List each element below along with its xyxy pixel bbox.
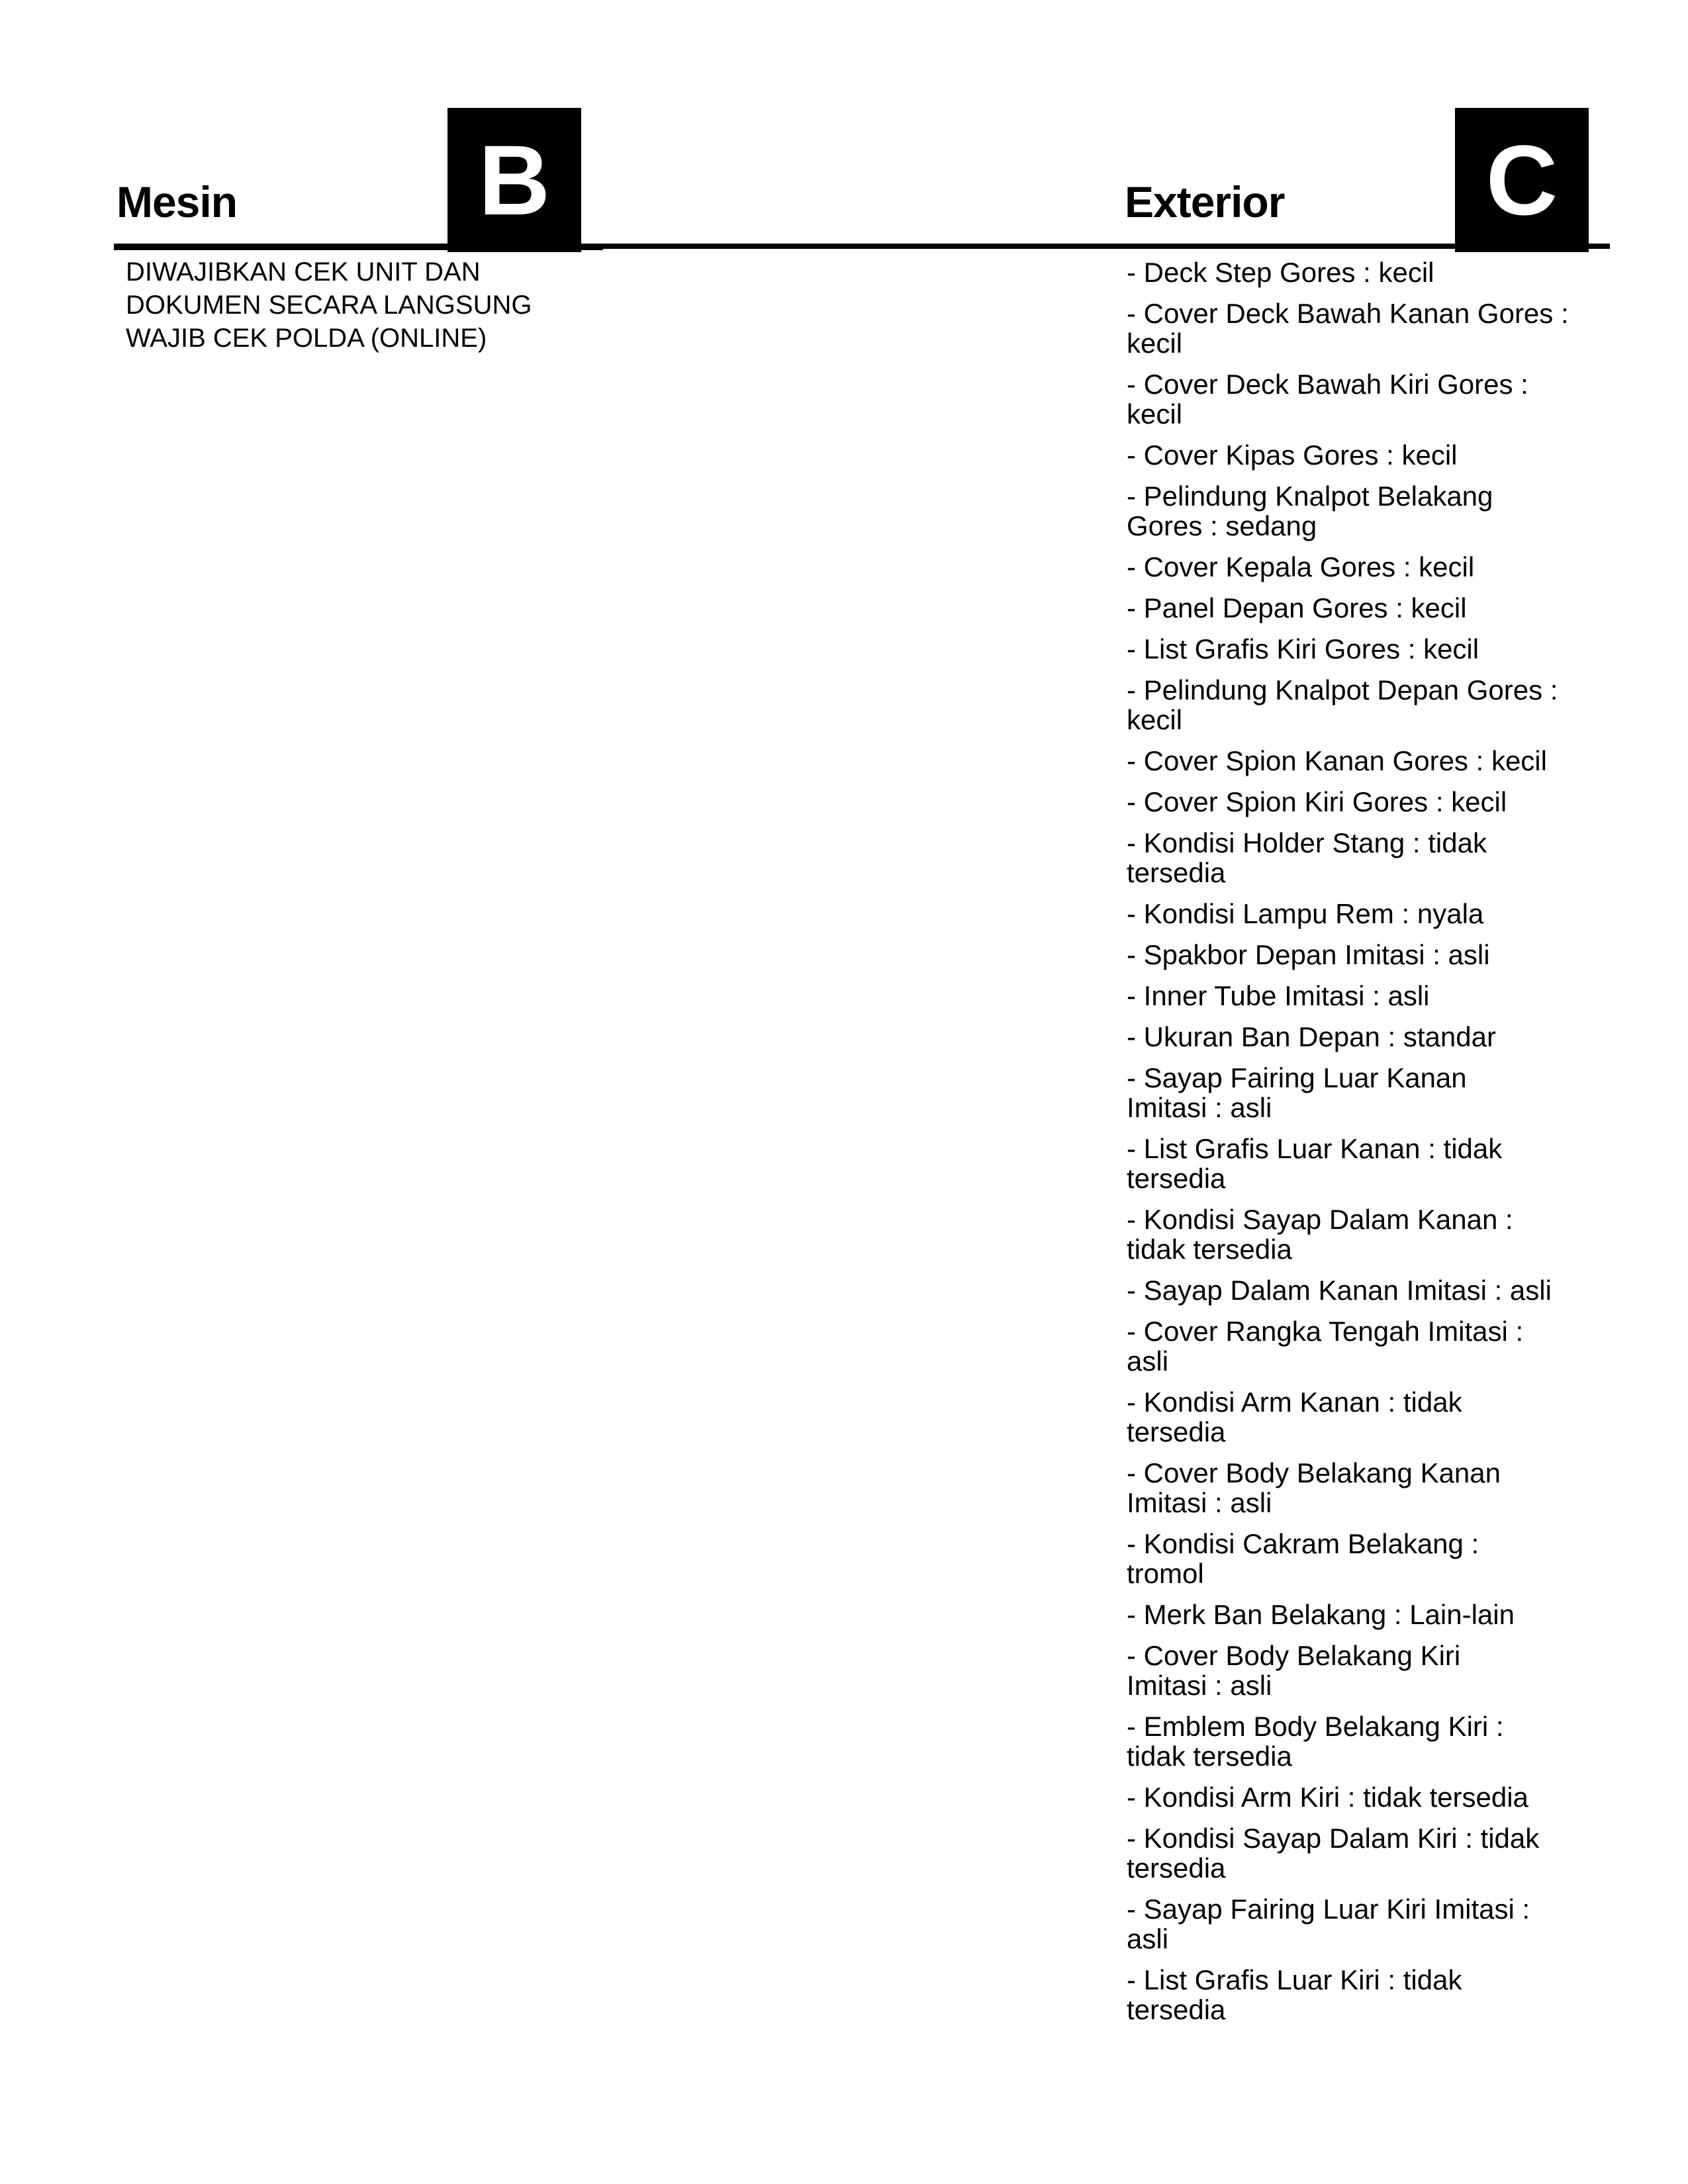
list-item <box>1127 298 1590 358</box>
list-item-line: Imitasi : asli <box>1127 1092 1272 1123</box>
mesin-section-badge-box <box>447 108 581 252</box>
list-item-line: - Pelindung Knalpot Belakang <box>1127 480 1493 512</box>
note-line: WAJIB CEK POLDA (ONLINE) <box>126 324 487 353</box>
list-item <box>1127 481 1590 541</box>
list-item-line: - Kondisi Lampu Rem : nyala <box>1127 898 1484 929</box>
list-item-line: tersedia <box>1127 1163 1226 1194</box>
list-item <box>1127 1711 1590 1771</box>
exterior-header-rule <box>603 244 1610 249</box>
mesin-section-badge-letter: B <box>478 124 551 236</box>
list-item <box>1127 634 1590 664</box>
list-item <box>1127 1529 1590 1588</box>
list-item <box>1127 1894 1590 1954</box>
list-item <box>1127 1134 1590 1193</box>
list-item <box>1127 552 1590 582</box>
list-item-line: Gores : sedang <box>1127 510 1317 541</box>
list-item-line: Imitasi : asli <box>1127 1670 1272 1701</box>
list-item-line: - Cover Deck Bawah Kiri Gores : <box>1127 369 1528 400</box>
list-item <box>1127 1063 1590 1122</box>
list-item <box>1127 1205 1590 1264</box>
list-item-line: tromol <box>1127 1558 1204 1589</box>
exterior-checklist <box>1127 257 1590 2036</box>
list-item-line: - Cover Rangka Tengah Imitasi : <box>1127 1316 1524 1347</box>
list-item-line: - Cover Kipas Gores : kecil <box>1127 439 1458 471</box>
list-item-line: - Cover Spion Kanan Gores : kecil <box>1127 745 1547 776</box>
list-item <box>1127 787 1590 817</box>
list-item-line: - Cover Spion Kiri Gores : kecil <box>1127 786 1507 817</box>
list-item-line: - Kondisi Sayap Dalam Kanan : <box>1127 1204 1513 1235</box>
list-item-line: tersedia <box>1127 1852 1226 1884</box>
mesin-section-title: Mesin <box>117 177 238 226</box>
list-item-line: - Kondisi Arm Kanan : tidak <box>1127 1387 1462 1418</box>
list-item-line: tidak tersedia <box>1127 1234 1292 1265</box>
list-item-line: - Kondisi Holder Stang : tidak <box>1127 827 1487 858</box>
list-item-line: tersedia <box>1127 1994 1226 2025</box>
list-item-line: - Kondisi Arm Kiri : tidak tersedia <box>1127 1782 1528 1813</box>
list-item <box>1127 1022 1590 1052</box>
list-item-line: - Kondisi Sayap Dalam Kiri : tidak <box>1127 1823 1540 1854</box>
list-item <box>1127 1458 1590 1518</box>
list-item <box>1127 1600 1590 1629</box>
mesin-header-rule <box>114 244 603 250</box>
list-item <box>1127 440 1590 470</box>
list-item-line: tersedia <box>1127 1416 1226 1447</box>
list-item <box>1127 257 1590 287</box>
list-item-line: kecil <box>1127 704 1183 735</box>
list-item <box>1127 1275 1590 1305</box>
list-item-line: Imitasi : asli <box>1127 1487 1272 1518</box>
list-item <box>1127 593 1590 623</box>
list-item-line: kecil <box>1127 328 1183 359</box>
list-item <box>1127 940 1590 970</box>
list-item-line: - Cover Kepala Gores : kecil <box>1127 551 1475 582</box>
list-item-line: - Kondisi Cakram Belakang : <box>1127 1528 1479 1559</box>
note-line: DOKUMEN SECARA LANGSUNG <box>126 291 532 320</box>
list-item-line: tersedia <box>1127 857 1226 888</box>
list-item <box>1127 746 1590 776</box>
mesin-note <box>126 255 576 355</box>
list-item-line: - Panel Depan Gores : kecil <box>1127 592 1467 623</box>
list-item-line: - Cover Deck Bawah Kanan Gores : <box>1127 298 1569 329</box>
list-item <box>1127 899 1590 929</box>
list-item <box>1127 1823 1590 1883</box>
list-item <box>1127 675 1590 735</box>
list-item-line: kecil <box>1127 398 1183 430</box>
list-item-line: - List Grafis Luar Kiri : tidak <box>1127 1964 1462 1995</box>
list-item <box>1127 1641 1590 1700</box>
list-item-line: asli <box>1127 1923 1169 1954</box>
list-item-line: - Inner Tube Imitasi : asli <box>1127 980 1430 1011</box>
list-item-line: - Emblem Body Belakang Kiri : <box>1127 1711 1504 1742</box>
list-item-line: - Cover Body Belakang Kiri <box>1127 1640 1461 1671</box>
list-item <box>1127 1387 1590 1447</box>
exterior-section-badge-letter: C <box>1485 124 1558 236</box>
list-item-line: - Deck Step Gores : kecil <box>1127 257 1434 288</box>
list-item <box>1127 981 1590 1011</box>
list-item-line: - Pelindung Knalpot Depan Gores : <box>1127 674 1558 705</box>
list-item-line: - Merk Ban Belakang : Lain-lain <box>1127 1599 1515 1630</box>
list-item-line: tidak tersedia <box>1127 1741 1292 1772</box>
list-item <box>1127 369 1590 429</box>
note-line: DIWAJIBKAN CEK UNIT DAN <box>126 257 481 287</box>
list-item-line: - Ukuran Ban Depan : standar <box>1127 1021 1496 1052</box>
list-item-line: - List Grafis Kiri Gores : kecil <box>1127 633 1479 664</box>
exterior-section-title: Exterior <box>1125 177 1285 226</box>
list-item <box>1127 1316 1590 1376</box>
exterior-section-badge-box <box>1455 108 1589 252</box>
list-item <box>1127 828 1590 887</box>
list-item-line: - Sayap Fairing Luar Kiri Imitasi : <box>1127 1893 1530 1925</box>
list-item-line: - Sayap Dalam Kanan Imitasi : asli <box>1127 1275 1552 1306</box>
list-item <box>1127 1782 1590 1812</box>
list-item <box>1127 1965 1590 2025</box>
list-item-line: - List Grafis Luar Kanan : tidak <box>1127 1133 1503 1164</box>
list-item-line: - Spakbor Depan Imitasi : asli <box>1127 939 1490 970</box>
list-item-line: - Cover Body Belakang Kanan <box>1127 1457 1501 1488</box>
list-item-line: asli <box>1127 1345 1169 1377</box>
list-item-line: - Sayap Fairing Luar Kanan <box>1127 1062 1467 1093</box>
